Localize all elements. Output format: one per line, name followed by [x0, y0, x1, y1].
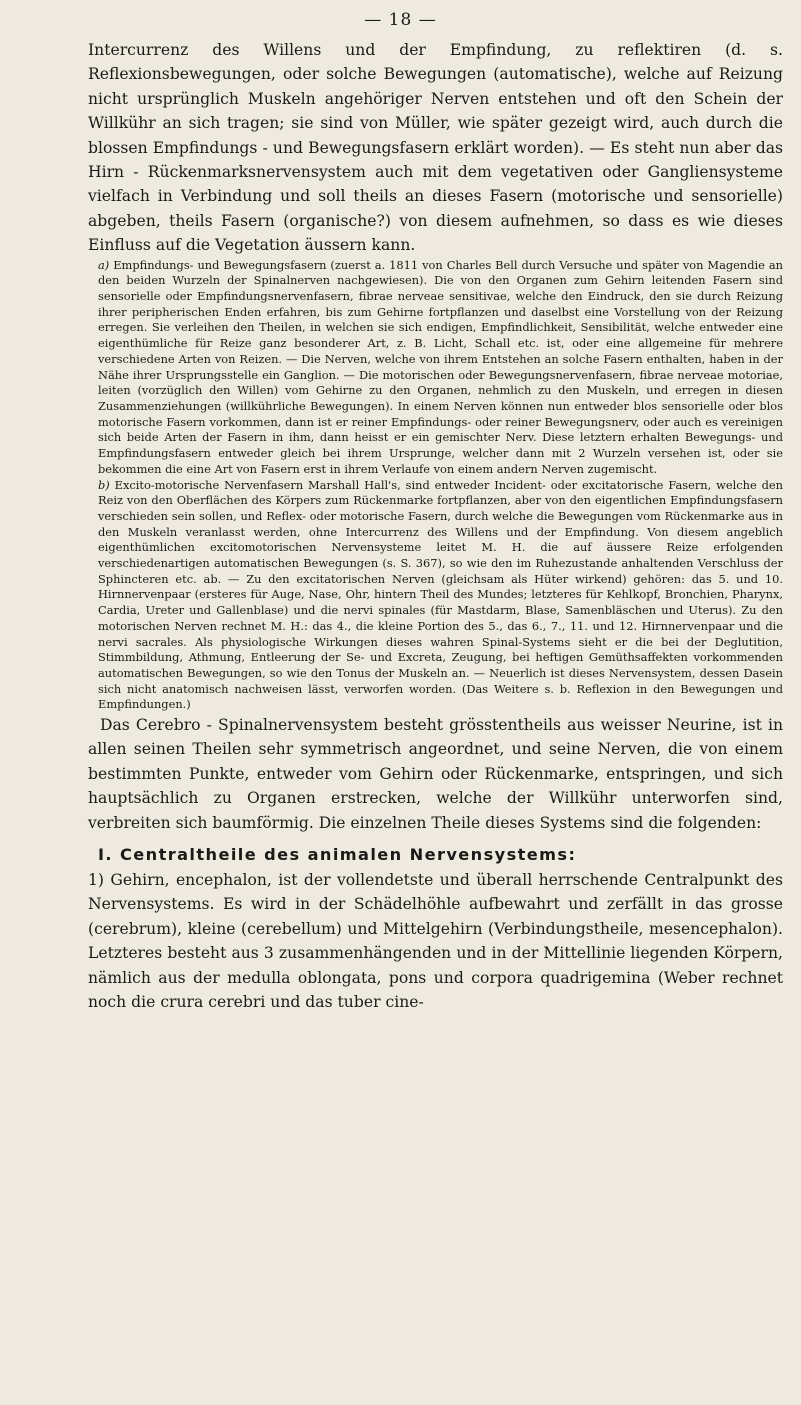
section-heading: I. Centraltheile des animalen Nervensystems:: [98, 845, 577, 865]
note-b-text: Excito-motorische Nervenfasern Marshall Hall's, sind entweder Incident- oder excitatorische Fasern, welche den Reiz von den Oberflächen des Körpers zum Rückenmarke fortpflanzen, aber von den eigentlichen Empfindungsfasern verschieden sein sollen, und Reflex- oder motorische Fasern, durch welche die Bewegungen vom Rückenmarke aus in den Muskeln veranlasst werden, ohne Intercurrenz des Willens und der Empfindung. Von diesem angeblich eigenthümlichen excitomotorischen Nervensysteme leitet M. H. die auf äussere Reize erfolgenden verschiedenartigen automatischen Bewegungen (s. S. 367), so wie den im Ruhezustande anhaltenden Verschluss der Sphincteren etc. ab. — Zu den excitatorischen Nerven (gleichsam als Hüter wirkend) gehören: das 5. und 10. Hirnnervenpaar (ersteres für Auge, Nase, Ohr, hintern Theil des Mundes; letzteres für Kehlkopf, Bronchien, Pharynx, Cardia, Ureter und Gallenblase) und die nervi spinales (für Mastdarm, Blase, Samenbläschen und Uterus). Zu den motorischen Nerven rechnet M. H.: das 4., die kleine Portion des 5., das 6., 7., 11. und 12. Hirnnervenpaar und die nervi sacrales. Als physiologische Wirkungen dieses wahren Spinal-Systems sieht er die bei der Deglutition, Stimmbildung, Athmung, Entleerung der Se- und Excreta, Zeugung, bei heftigen Gemüthsaffekten vorkommenden automatischen Bewegungen, so wie den Tonus der Muskeln an. — Neuerlich ist dieses Nervensystem, dessen Dasein sich nicht anatomisch nachweisen lässt, verworfen worden. (Das Weitere s. b. Reflexion in den Bewegungen und Empfindungen.): [98, 477, 784, 712]
note-a: [98, 258, 783, 478]
item-1-text: Gehirn, encephalon, ist der vollendetste und überall herrschende Centralpunkt des Nervensystems. Es wird in der Schädelhöhle aufbewahrt und zerfällt in das grosse (cerebrum), kleine (cerebellum) und Mittelgehirn (Verbindungstheile, mesencephalon). Letzteres besteht aus 3 zusammenhängenden und in der Mittellinie liegenden Körpern, nämlich aus der medulla oblongata, pons und corpora quadrigemina (Weber rechnet noch die crura cerebri und das tuber cine-: [88, 871, 783, 1012]
page-content: [88, 38, 783, 1015]
intro-paragraph: Intercurrenz des Willens und der Empfindung, zu reflektiren (d. s. Reflexionsbewegungen, oder solche Bewegungen (automatische), welche auf Reizung nicht ursprünglich Muskeln angehöriger Nerven entstehen und oft den Schein der Willkühr an sich tragen; sie sind von Müller, wie später gezeigt wird, auch durch die blossen Empfindungs - und Bewegungsfasern erklärt worden). — Es steht nun aber das Hirn - Rückenmarksnervensystem auch mit dem vegetativen oder Gangliensysteme vielfach in Verbindung und soll theils an dieses Fasern (motorische und sensorielle) abgeben, theils Fasern (organische?) von diesem aufnehmen, so dass es wie dieses Einfluss auf die Vegetation äussern kann.: [88, 41, 783, 255]
note-a-text: Empfindungs- und Bewegungsfasern (zuerst a. 1811 von Charles Bell durch Versuche und später von Magendie an den beiden Wurzeln der Spinalnerven nachgewiesen). Die von den Organen zum Gehirn leitenden Fasern sind sensorielle oder Empfindungsnervenfasern, fibrae nerveae sensitivae, welche den Eindruck, den sie durch Reizung ihrer peripherischen Enden erfahren, bis zum Gehirne fortpflanzen und daselbst eine Vorstellung von der Reizung erregen. Sie verleihen den Theilen, in welchen sie sich endigen, Empfindlichkeit, Sensibilität, welche entweder eine eigenthümliche für Reize ganz besonderer Art, z. B. Licht, Schall etc. ist, oder eine allgemeine für mehrere verschiedene Arten von Reizen. — Die Nerven, welche von ihrem Entstehen an solche Fasern enthalten, haben in der Nähe ihrer Ursprungsstelle ein Ganglion. — Die motorischen oder Bewegungsnervenfasern, fibrae nerveae motoriae, leiten (vorzüglich den Willen) vom Gehirne zu den Organen, nehmlich zu den Muskeln, und erregen in diesen Zusammenziehungen (willkührliche Bewegungen). In einem Nerven können nun entweder blos sensorielle oder blos motorische Fasern vorkommen, dann ist er reiner Empfindungs- oder reiner Bewegungsnerv, oder auch es vereinigen sich beide Arten der Fasern in ihm, dann heisst er ein gemischter Nerv. Diese letztern erhalten Bewegungs- und Empfindungsfasern entweder gleich bei ihrem Ursprunge, welcher dann mit 2 Wurzeln versehen ist, oder sie bekommen die eine Art von Fasern erst in ihrem Verlaufe von einem andern Nerven zugemischt.: [98, 257, 783, 476]
note-b: [98, 478, 783, 714]
page-number: — 18 —: [364, 10, 437, 30]
note-a-label: a): [98, 257, 110, 272]
note-b-label: b): [98, 477, 110, 492]
cerebro-spinal-paragraph: Das Cerebro - Spinalnervensystem besteht grösstentheils aus weisser Neurine, ist in allen seinen Theilen sehr symmetrisch angeordnet, und seine Nerven, die von einem bestimmten Punkte, entweder vom Gehirn oder Rückenmarke, entspringen, und sich hauptsächlich zu Organen erstrecken, welche der Willkühr unterworfen sind, verbreiten sich baumförmig. Die einzelnen Theile dieses Systems sind die folgenden:: [88, 716, 783, 832]
item-1: [88, 868, 783, 1014]
item-1-label: 1): [88, 871, 105, 890]
